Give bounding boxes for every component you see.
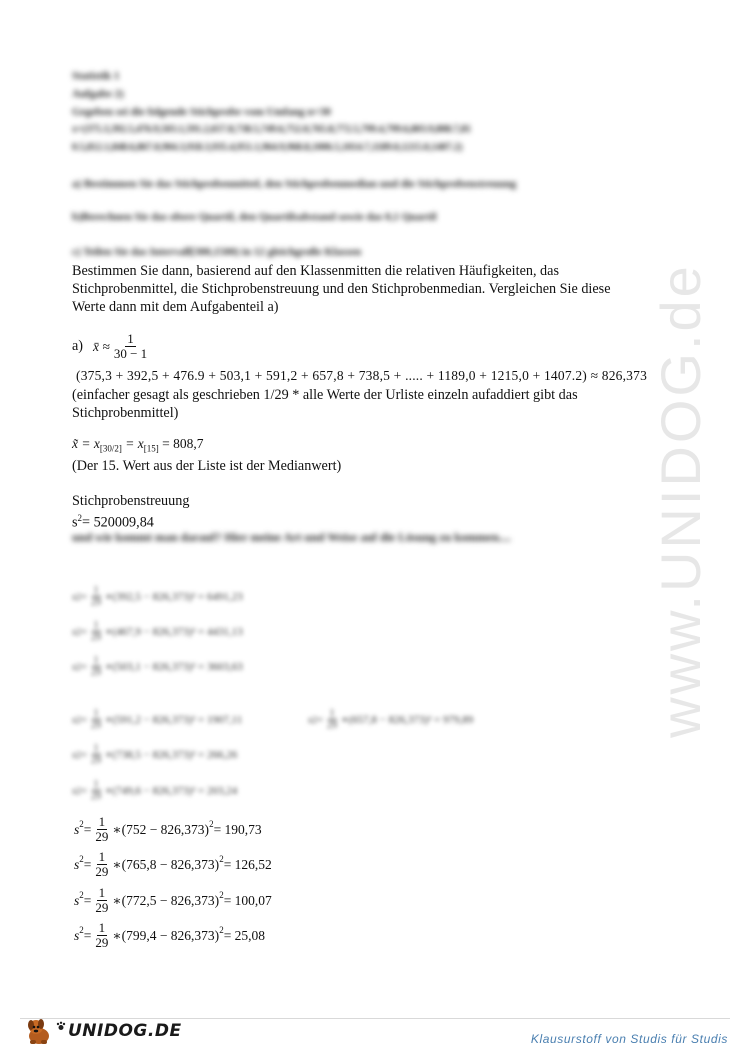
term-op: ∗ [112, 856, 122, 872]
term-fraction [93, 921, 110, 950]
watermark: www.UNIDOG.de [648, 262, 712, 738]
term-frac-den: 29 [91, 667, 101, 678]
term-fraction [89, 779, 103, 802]
variance-question: und wie kommt man darauf? Hier meine Art und Weise auf die Lösung zu kommen.... [72, 530, 511, 544]
term-expression: (467,9 − 826,373)² = 4431,13 [112, 625, 243, 638]
term-frac-den: 29 [95, 829, 109, 844]
term-expression: (749,6 − 826,373)² = 203,24 [112, 784, 238, 797]
data-line-1: x=(375.3,392.5,476.9,503.1,591.2,657.8,738.5,749.6,752.0,765.8,772.5,799.4,799.6,803.9,808.7,81 [72, 124, 472, 135]
median-index-1: [30/2] [99, 443, 122, 454]
mean-formula [72, 332, 151, 361]
mean-fraction-numerator: 1 [127, 331, 134, 346]
term-eq: = [80, 713, 87, 726]
term-frac-num: 1 [329, 708, 335, 719]
term-eq: = [80, 590, 87, 603]
term-s-exp: 2 [312, 714, 317, 725]
blurred-term-row [72, 708, 242, 731]
solution-label: a) [72, 338, 84, 354]
term-s: s [72, 590, 77, 603]
term-s: s [72, 784, 77, 797]
term-expression: (752 − 826,373) [121, 821, 210, 837]
term-s: s [72, 625, 77, 638]
term-fraction [89, 708, 103, 731]
term-result: = 100,07 [223, 892, 272, 908]
term-s-exp: 2 [79, 890, 84, 900]
term-expression: (738,5 − 826,373)² = 266,26 [112, 748, 238, 761]
term-expression: (591,2 − 826,373)² = 1907,11 [112, 713, 243, 726]
term-op: ∗ [112, 821, 122, 837]
variance-exponent: 2 [77, 513, 83, 523]
term-frac-num: 1 [93, 655, 99, 666]
term-eq: = [80, 660, 87, 673]
doc-title: Statistik 1 [72, 70, 120, 82]
blurred-term-row [72, 779, 237, 802]
term-s: s [74, 892, 80, 908]
term-s-exp: 2 [79, 819, 84, 829]
term-frac-num: 1 [93, 585, 99, 596]
term-fraction [93, 850, 110, 879]
term-expression: (392,5 − 826,373)² = 6491,23 [112, 590, 243, 603]
term-op: ∗ [105, 785, 113, 797]
term-frac-den: 29 [95, 864, 109, 879]
term-frac-den: 29 [91, 720, 101, 731]
term-result: = 25,08 [223, 927, 266, 943]
term-eq: = [80, 748, 87, 761]
term-expression: (657,8 − 826,373)² = 979,89 [348, 713, 474, 726]
mean-fraction [112, 332, 149, 361]
instruction-line-3: Werte dann mit dem Aufgabenteil a) [72, 299, 279, 315]
unidog-logo [24, 1016, 182, 1046]
term-fraction [93, 886, 110, 915]
term-frac-num: 1 [98, 920, 106, 935]
term-frac-num: 1 [98, 849, 106, 864]
median-note: (Der 15. Wert aus der Liste ist der Medianwert) [72, 458, 342, 474]
blurred-term-row [72, 655, 243, 678]
term-eq: = [316, 713, 323, 726]
term-frac-den: 29 [91, 755, 101, 766]
term-s-exp: 2 [76, 591, 81, 602]
term-frac-den: 29 [95, 900, 109, 915]
given-sample: Gegeben sei die folgende Stichprobe vom Umfang n=30 [72, 106, 331, 118]
term-square: 2 [209, 819, 214, 829]
term-frac-den: 29 [91, 791, 101, 802]
logo-text: UNIDOG.DE [68, 1021, 182, 1041]
term-s-exp: 2 [76, 626, 81, 637]
term-eq: = [83, 927, 92, 943]
term-s: s [72, 660, 77, 673]
term-frac-den: 29 [91, 597, 101, 608]
term-row [74, 815, 262, 844]
mean-symbol: x̄ ≈ [93, 339, 110, 354]
term-result: = 190,73 [213, 821, 262, 837]
term-op: ∗ [112, 892, 122, 908]
term-op: ∗ [341, 714, 349, 726]
term-expression: (503,1 − 826,373)² = 3603,63 [112, 660, 243, 673]
term-fraction [89, 655, 103, 678]
term-eq: = [83, 892, 92, 908]
term-op: ∗ [105, 749, 113, 761]
variance-heading: Stichprobenstreuung [72, 493, 190, 509]
term-row [74, 850, 272, 879]
median-index-2: [15] [143, 443, 159, 454]
part-b-question: b)Berechnen Sie das obere Quartil, den Quartilsabstand sowie das 0,1 Quartil [72, 211, 437, 223]
term-s-exp: 2 [79, 854, 84, 864]
task-number: Aufgabe 2) [72, 88, 124, 100]
term-s: s [72, 748, 77, 761]
mean-fraction-denominator: 30 − 1 [113, 346, 148, 361]
term-s: s [74, 821, 80, 837]
paw-icon [56, 1021, 66, 1031]
blurred-term-row [72, 743, 237, 766]
mean-note-line-2: Stichprobenmittel) [72, 405, 179, 421]
term-op: ∗ [105, 714, 113, 726]
term-s: s [308, 713, 313, 726]
part-c-question: c) Teilen Sie das Intervall[300,1500) in 12 gleichgroße Klassen [72, 246, 362, 258]
blurred-term-row [72, 620, 243, 643]
variance-result [72, 510, 154, 532]
term-eq: = [83, 856, 92, 872]
term-frac-num: 1 [98, 885, 106, 900]
term-square: 2 [219, 925, 224, 935]
median-mid: = x [121, 436, 144, 451]
term-expression: (765,8 − 826,373) [121, 856, 220, 872]
term-frac-num: 1 [93, 779, 99, 790]
term-result: = 126,52 [223, 856, 272, 872]
term-expression: (799,4 − 826,373) [121, 927, 220, 943]
term-frac-den: 29 [95, 935, 109, 950]
mean-note-line-1: (einfacher gesagt als geschrieben 1/29 * alle Werte der Urliste einzeln aufaddiert gibt das [72, 387, 578, 403]
term-op: ∗ [112, 927, 122, 943]
part-a-question: a) Bestimmen Sie das Stichprobenmittel, den Stichprobenmedian und die Stichprobenstreuung [72, 178, 517, 190]
term-s-exp: 2 [76, 714, 81, 725]
term-row [74, 921, 265, 950]
term-eq: = [80, 625, 87, 638]
term-op: ∗ [105, 626, 113, 638]
blurred-term-row [308, 708, 473, 731]
term-s-exp: 2 [79, 925, 84, 935]
term-fraction [93, 815, 110, 844]
term-fraction [325, 708, 339, 731]
instruction-line-1: Bestimmen Sie dann, basierend auf den Klassenmitten die relativen Häufigkeiten, das [72, 263, 559, 279]
term-op: ∗ [105, 661, 113, 673]
term-frac-den: 29 [91, 632, 101, 643]
data-line-2: 0.5,812.1,848.6,867.0,904.3,918.3,935.4,951.1,964.9,968.8,1006.5,1014.7,1189.0,1215.0,1407.2) [72, 142, 463, 153]
term-frac-num: 1 [93, 708, 99, 719]
term-s: s [74, 856, 80, 872]
median-symbol: x̃ = x [72, 436, 100, 451]
median-formula [72, 436, 203, 454]
term-s-exp: 2 [76, 661, 81, 672]
term-fraction [89, 620, 103, 643]
term-fraction [89, 743, 103, 766]
term-fraction [89, 585, 103, 608]
term-frac-num: 1 [93, 743, 99, 754]
term-s-exp: 2 [76, 785, 81, 796]
median-value: = 808,7 [158, 436, 204, 451]
term-expression: (772,5 − 826,373) [121, 892, 220, 908]
blurred-term-row [72, 585, 243, 608]
term-s-exp: 2 [76, 749, 81, 760]
mean-sum-expression: (375,3 + 392,5 + 476.9 + 503,1 + 591,2 + 657,8 + 738,5 + ..... + 1189,0 + 1215,0 + 1407.2) ≈ 826,373 [76, 368, 648, 383]
term-s: s [74, 927, 80, 943]
term-frac-num: 1 [98, 814, 106, 829]
term-frac-num: 1 [93, 620, 99, 631]
variance-value: = 520009,84 [82, 514, 154, 531]
term-op: ∗ [105, 591, 113, 603]
term-square: 2 [219, 854, 224, 864]
dog-icon [24, 1016, 54, 1046]
term-row [74, 886, 272, 915]
term-eq: = [80, 784, 87, 797]
instruction-line-2: Stichprobenmittel, die Stichprobenstreuung und den Stichprobenmedian. Vergleichen Sie diese [72, 281, 611, 297]
term-frac-den: 29 [327, 720, 337, 731]
term-eq: = [83, 821, 92, 837]
term-s: s [72, 713, 77, 726]
term-square: 2 [219, 890, 224, 900]
variance-symbol: s [72, 514, 78, 531]
footer-slogan: Klausurstoff von Studis für Studis [530, 1032, 728, 1046]
